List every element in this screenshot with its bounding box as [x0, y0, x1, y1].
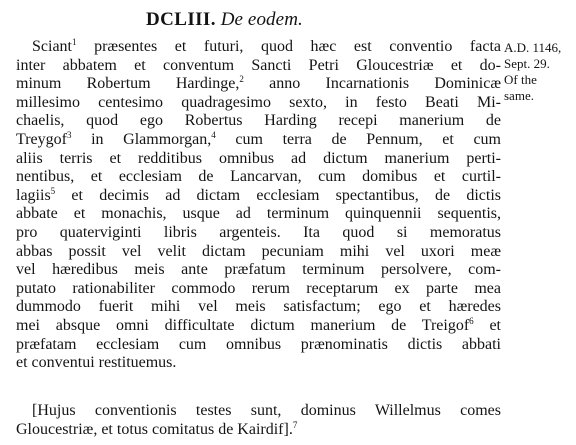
charter-text	[16, 38, 501, 373]
text-line: præfatam ecclesiam cum omnibus prænominatis dictis abbati	[16, 335, 501, 353]
charter-number: DCLIII.	[146, 9, 216, 30]
charter-subject: De eodem.	[220, 9, 303, 30]
margin-note-line: Sept. 29.	[504, 56, 550, 71]
text-line: lagiis$^5$ et decimis ad dictam ecclesiam spectantibus, de dictis	[16, 185, 501, 204]
witness-clause	[16, 401, 501, 438]
text-line: Gloucestriæ, et totus comitatus de Kairdif].$^7$	[16, 419, 298, 438]
text-line: pro quaterviginti libris argenteis. Ita quod si memoratus	[16, 223, 501, 241]
text-line: putato rationabiliter commodo rerum receptarum ex parte mea	[16, 279, 501, 297]
text-line: chaelis, quod ego Robertus Harding recepi manerium de	[16, 112, 501, 130]
text-line: Sciant$^1$ præsentes et futuri, quod hæc est conventio facta	[32, 37, 501, 55]
text-line: abbate et monachis, usque ad terminum quinquennii sequentis,	[16, 205, 501, 223]
margin-date-note	[504, 40, 574, 104]
text-line: minum Robertum Hardinge,$^2$ anno Incarnationis Dominicæ	[16, 74, 502, 93]
footnote-ref: 2	[239, 74, 244, 85]
text-line: Treygof$^3$ in Glammorgan,$^4$ cum terra de Pennum, et cum	[16, 129, 502, 148]
footnote-ref: 1	[72, 37, 77, 47]
text-line: abbas possit vel velit dictam pecuniam mihi vel uxori meæ	[16, 242, 501, 260]
text-line: nentibus, et ecclesiam de Lancarvan, cum domibus et curtil-	[16, 168, 501, 186]
text-line: dummodo fuerit mihi vel meis satisfactum; ego et hæredes	[16, 298, 501, 316]
text-line: mei absque omni difficultate dictum manerium de Treigof$^6$ et	[16, 315, 501, 334]
footnote-ref: 7	[292, 419, 298, 430]
text-line: inter abbatem et conventum Sancti Petri Gloucestriæ et do-	[16, 56, 501, 74]
footnote-ref: 4	[211, 129, 216, 140]
text-line: millesimo centesimo quadragesimo sexto, in festo Beati Mi-	[16, 93, 501, 111]
footnote-ref: 3	[66, 129, 72, 140]
text-line: [Hujus conventionis testes sunt, dominus Willelmus comes	[32, 402, 501, 419]
footnote-ref: 5	[50, 185, 56, 196]
charter-heading	[146, 9, 386, 31]
footnote-ref: 6	[469, 315, 474, 326]
margin-note-line: Of the	[504, 72, 537, 87]
margin-note-line: A.D. 1146,	[504, 40, 562, 55]
text-line: vel hæredibus meis ante præfatum terminum persolvere, com-	[16, 261, 501, 279]
margin-note-line: same.	[504, 88, 534, 103]
text-line: et conventui restituemus.	[16, 354, 177, 372]
text-line: aliis terris et redditibus omnibus ad dictum manerium perti-	[16, 149, 501, 167]
